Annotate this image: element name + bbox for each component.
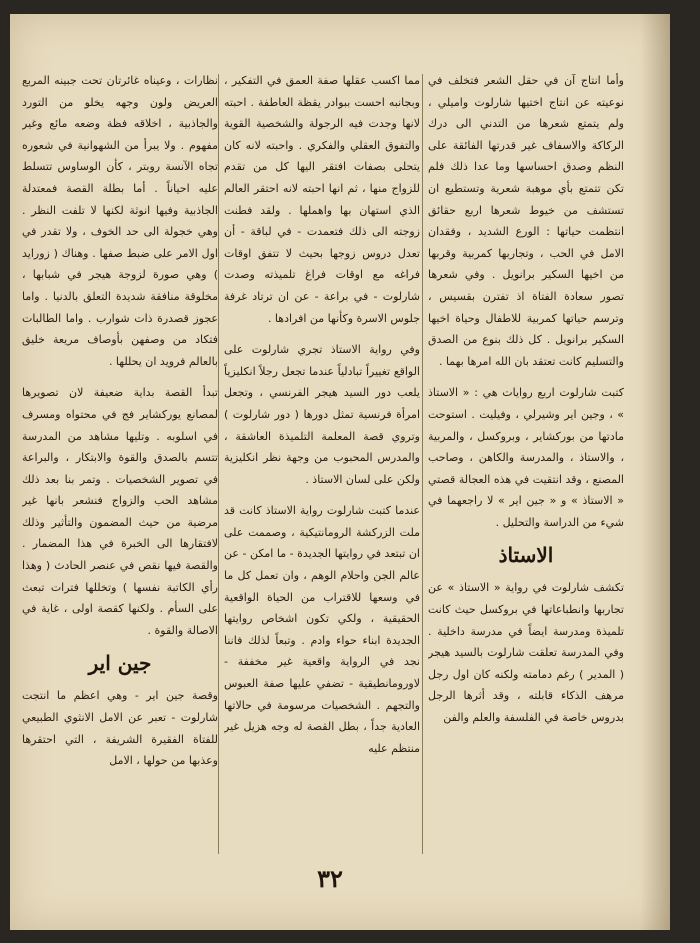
paragraph: وقصة جين اير - وهي اعظم ما انتجت شارلوت - تعبر عن الامل الانثوي الطبيعي للفتاة الفقيرة الشريفة ، التي احتقرها وعذبها من حولها ، الامل (22, 689, 218, 768)
section-heading-ustadh: الاستاذ (498, 543, 554, 568)
paragraph: وأما انتاج آن في حقل الشعر فتخلف في نوعيته عن انتاج اختيها شارلوت واميلي ، ولم يتمتع شعرها من التدني الى درك الركاكة والاسفاف غير قدرتها الفائقة على النظم وصدق احساسها وما عدا ذلك فلم تكن تتمتع بأي موهبة شعرية وتستطيع ان تستشف من خيوط شعرها اربع حقائق انتظمت حياتها : الورع الشديد ، وفقدان الامل في الحب ، وتجاربها كمربية وقربها من اخيها السكير برانويل . وفي شعرها تصور سعادة الفتاة اذ تفترن بقسيس ، وترسم حياتها كمربية للاطفال وحياة اخيها السكير برانويل . كل ذلك بنوع من الصدق والتسليم كانت تعتقد بان الله امرها بهما . (428, 74, 624, 368)
paragraph: تكشف شارلوت في رواية « الاستاذ » عن تجاربها وانطباعاتها في بروكسل حيث كانت تلميذة ومدرسة ايضاً في مدرسة داخلية . وفي المدرسة تعلقت شارلوت بالسيد هيجر ( المدير ) رغم دمامته ولكنه كان اول رجل مرهف الذكاء قابلته ، وقد أثرها الرجل بدروس خاصة في الفلسفة والعلم والفن (428, 581, 624, 725)
column-divider (218, 74, 219, 854)
page-spine-shadow (640, 14, 670, 930)
column-divider (422, 74, 423, 854)
paragraph: تبدأ القصة بداية ضعيفة لان تصويرها لمصانع يوركشاير فج في محتواه ومسرف في اسلوبه . وتليها مشاهد من المدرسة تتسم بالصدق والقوة والابتكار ، والبراعة في تصوير الشخصيات . وتمر بنا بعد ذلك مشاهد الحب والزواج فنشعر بانها غير مرضية من حيث المضمون والتأثير وذلك لافتقارها الى الخبرة في هذا المضمار . والقصة فيها نقص في عنصر الحادث ( وهذا رأي الكاتبة نفسها ) وتخللها فترات تبعث على السأم . ولكنها كقصة اولى ، غاية في الاصالة والقوة . (22, 386, 218, 637)
paragraph: وفي رواية الاستاذ تجري شارلوت على الواقع تغييراً تبادلياً عندما تجعل رجلاً انكليزياً يلعب دور السيد هيجر الفرنسي ، وتجعل امرأة فرنسية تمثل دورها ( دور شارلوت ) وتروي قصة المعلمة التلميذة العاشقة ، والمدرس المحبوب من وجهة نظر انكليزية ولكن على لسان الاستاذ . (224, 343, 420, 486)
column-right (428, 70, 624, 870)
column-middle (224, 70, 420, 870)
page-number: ٣٢ (317, 864, 343, 893)
magazine-page (10, 14, 670, 930)
section-heading-jane-eyre: جين اير (88, 651, 152, 676)
paragraph: عندما كتبت شارلوت رواية الاستاذ كانت قد ملت الزركشة الرومانتيكية ، وصممت على ان تبتعد في روايتها الجديدة - ما امكن - عن عالم الجن واحلام الوهم ، وان تعمل كل ما في وسعها للاقتراب من الحياة الواقعية الحقيقية ، ولكي تكون اشخاص روايتها الجديدة ابناء حواء وادم . وتبعاً لذلك فاننا نجد في الرواية واقعية غير مخففة - لاورومانطيقية - تضفي عليها صفة العبوس والتجهم . الشخصيات مرسومة في حالاتها العادية جداً ، بطل القصة له وجه هزيل غير منتظم عليه (224, 504, 420, 755)
paragraph: مما اكسب عقلها صفة العمق في التفكير ، وبجانبه احست ببوادر يقظة العاطفة . احبته لانها وجدت فيه الرجولة والشخصية القوية والتفوق العقلي والفكري . واحبته لانه كان يتحلى بصفات افتقر اليها كل من تقدم للزواج منها ، ثم انها احبته لانه احتقر العالم الذي استهان بها واهملها . ولقد فطنت زوجته الى ذلك فتعمدت - في لباقة - أن تعدل دروس زوجها بحيث لا تتفق اوقات فراغه مع اوقات فراغ تلميذته وصدت شارلوت - في براعة - عن ان ترتاد غرفة جلوس الاسرة وكأنها من افرادها . (224, 74, 420, 325)
paragraph: كتبت شارلوت اربع روايات هي : « الاستاذ » ، وجين اير وشيرلي ، وفيليت . استوحت مادتها من بوركشاير ، وبروكسل ، والمربية ، والاستاذ ، والمدرسة والكاهن ، وصاحب المصنع ، وقد انتقيت في هذه العجالة قصتي « الاستاذ » و « جين اير » لا راجعهما في شيء من الدراسة والتحليل . (428, 386, 624, 529)
paragraph: نظارات ، وعيناه غائرتان تحت جبينه المربع العريض ولون وجهه يخلو من التورد والجاذبية ، اخلاقه فظة وضعه مائع وغير مفهوم . ولا يبرأ من الشهوانية في شعوره تجاه الآنسة روبتر ، كأن الوساوس تتسلط عليه احياناً . أما بطلة القصة فمعتدلة الجاذبية وفيها انوثة لكنها لا تلفت النظر . وهي خجولة الى حد الخوف ، ولا تقدر في اول الامر على ضبط صفها . وهناك ( زورايد ) وهي صورة لزوجة هيجر في شبابها ، مخلوقة منافقة شديدة التعلق بالدنيا . واما عجوز قصدرة ذات شوارب . واما الطالبات فتكاد من وصفهن بأوصاف مريعة خليق بالعالم فرويد ان يحللها . (22, 74, 218, 368)
column-left (22, 70, 218, 870)
